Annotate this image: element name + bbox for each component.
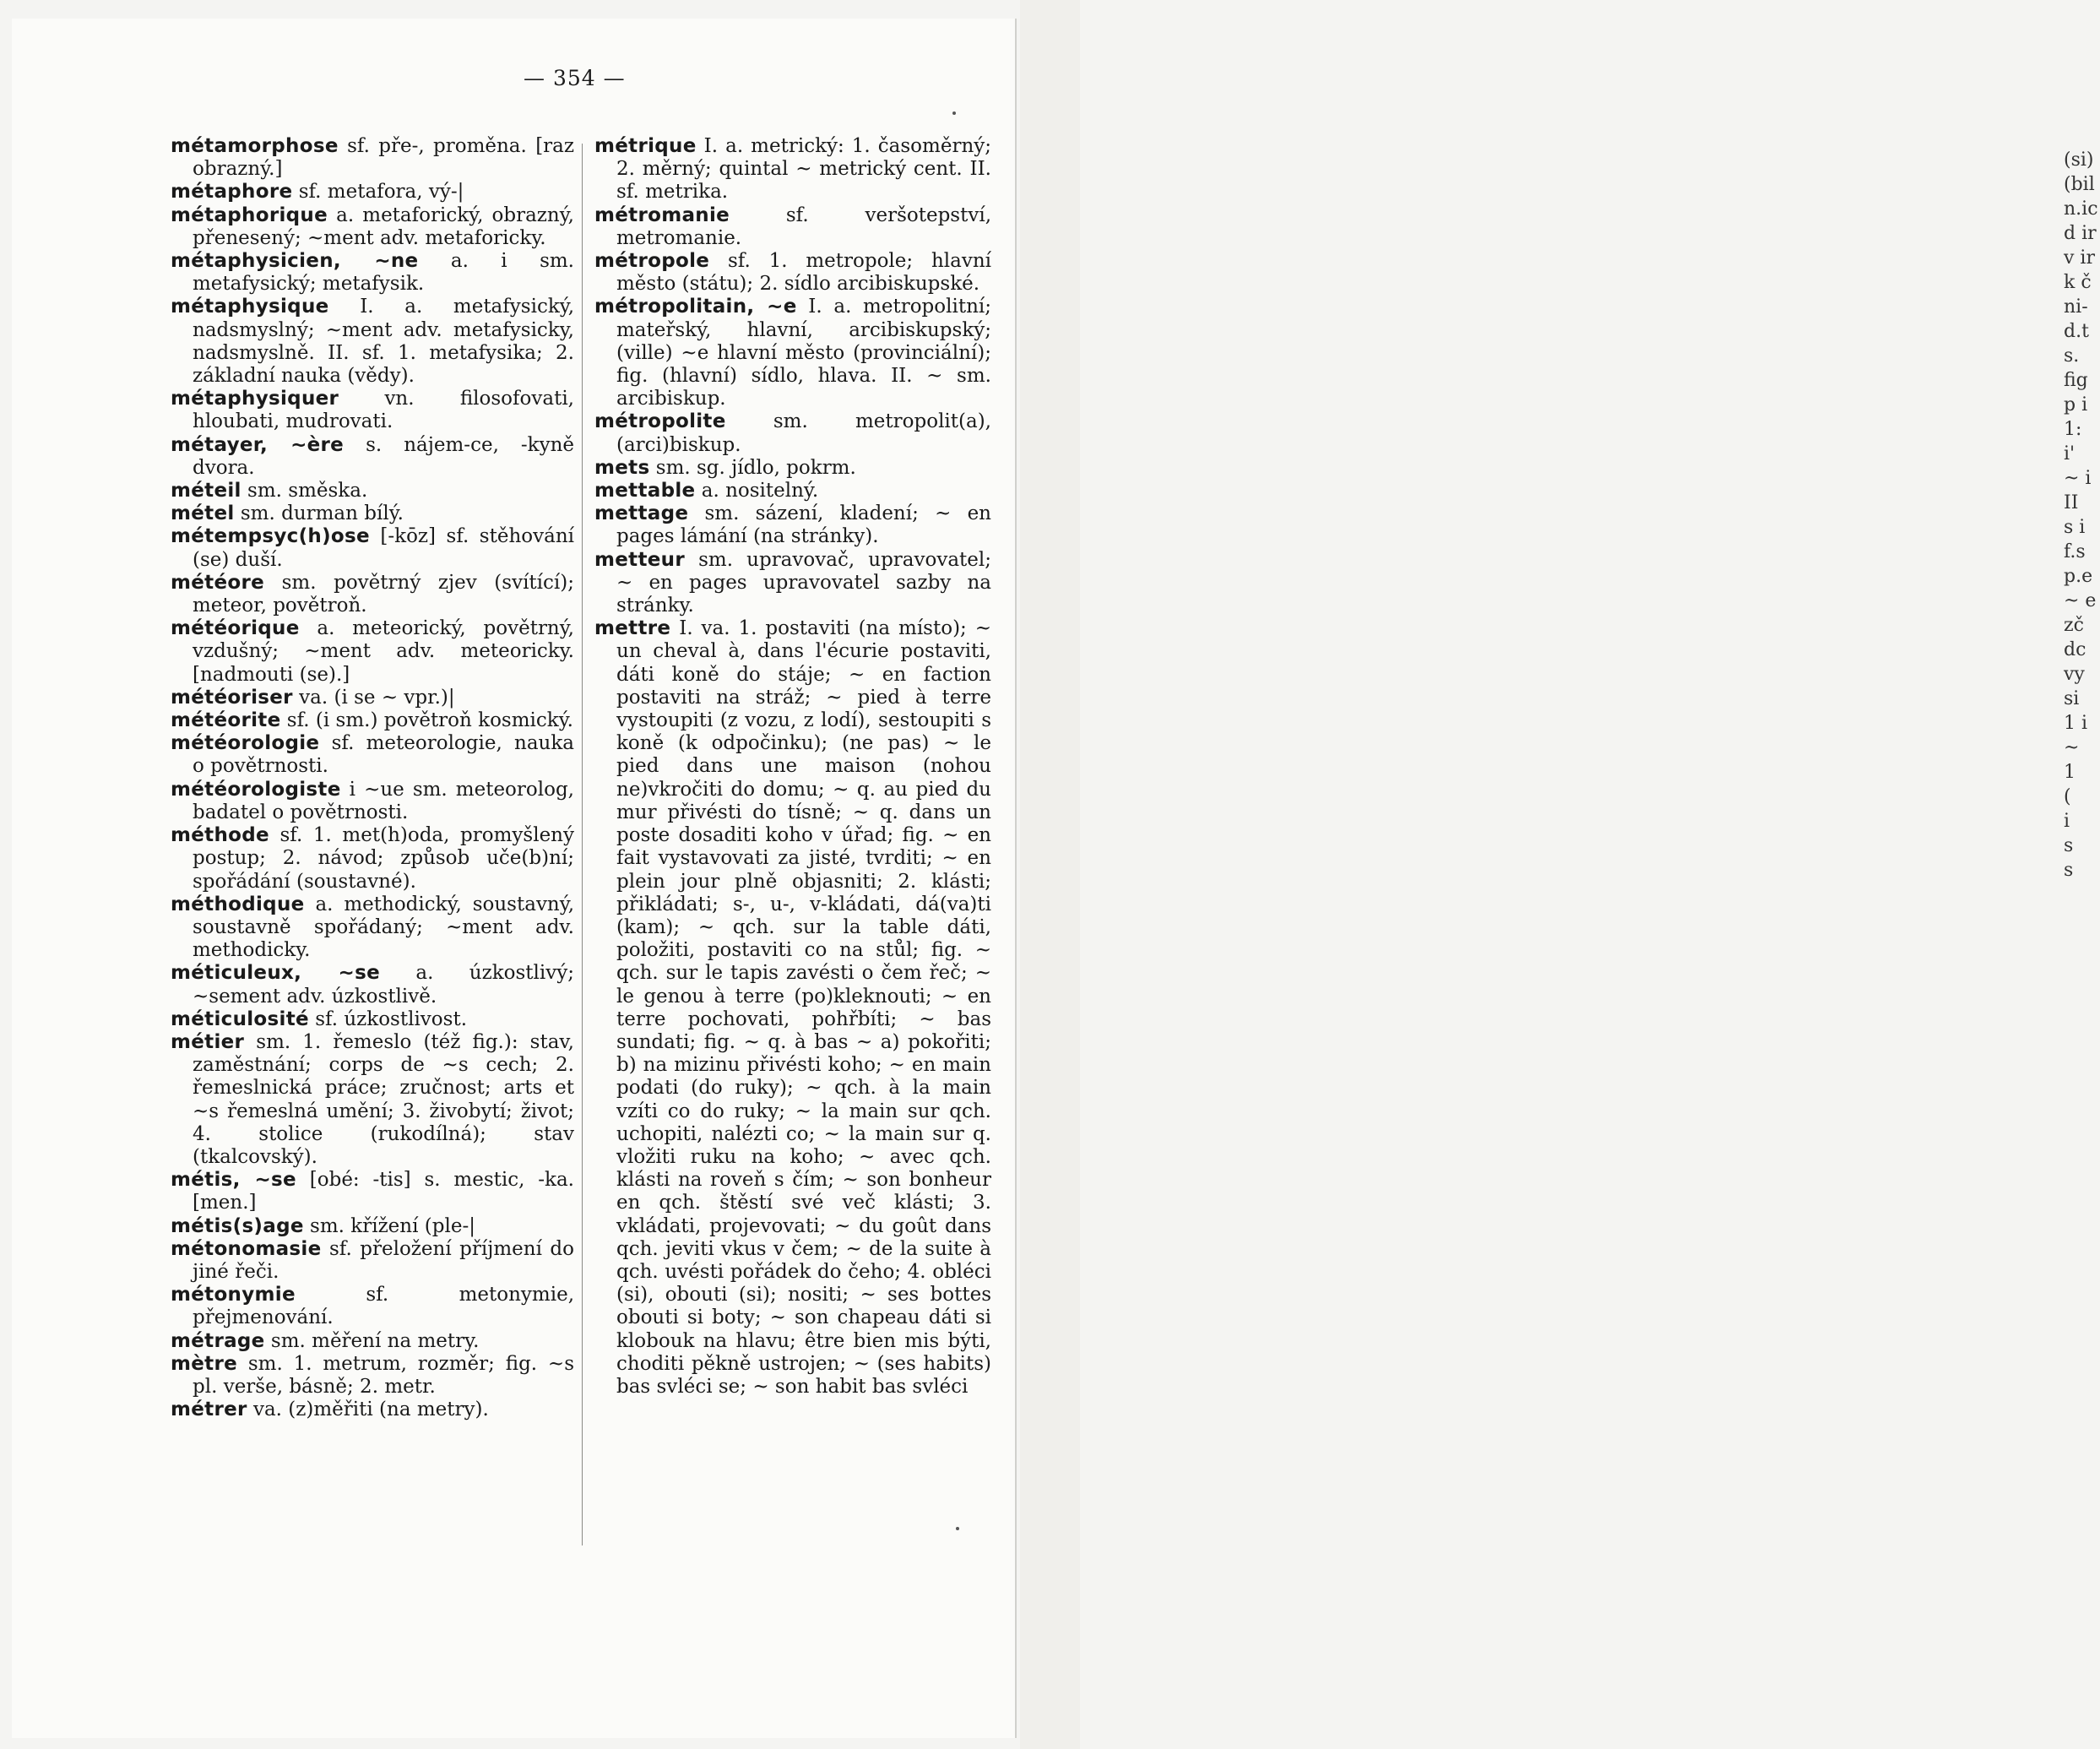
dictionary-entry [171,502,574,525]
entry-headword: métayer, ~ère [171,433,345,456]
entry-definition: sm. upravovač, upravovatel; ~ en pages upravovatel sazby na stránky. [616,548,992,617]
bleed-fragment: si [2064,688,2080,709]
dictionary-entry [594,457,991,480]
entry-definition: sf. přeložení příjmení do jiné řeči. [193,1237,575,1283]
bleed-fragment: s [2064,835,2074,856]
entry-headword: météorologie [171,732,320,755]
entry-headword: métamorphose [171,135,339,157]
dictionary-entry [171,709,574,732]
entry-definition: sf. (i sm.) povětroň kosmický. [286,709,573,732]
bleed-fragment: zč [2064,615,2084,636]
entry-definition: sm. 1. metrum, rozměr; fig. ~s pl. verše, básně; 2. metr. [193,1352,574,1398]
dictionary-entry [171,1238,574,1284]
adjacent-page-bleed-text [2064,148,2100,883]
entry-headword: météorologiste [171,778,341,801]
entry-headword: méteil [171,480,241,502]
dictionary-entry [171,135,574,181]
dictionary-entry [594,480,991,502]
bleed-fragment: s i [2064,517,2086,538]
entry-definition: a. úzkostlivý; ~sement adv. úzkostlivě. [193,962,574,1008]
dictionary-entry [171,250,574,296]
entry-headword: métaphysique [171,296,329,318]
entry-definition: sm. sg. jídlo, pokrm. [655,456,856,479]
bleed-fragment: ( [2064,786,2071,807]
entry-headword: mettre [594,617,671,640]
dictionary-entry [171,204,574,250]
dictionary-entry [171,687,574,709]
entry-definition: a. nositelný. [701,480,819,502]
entry-headword: métrique [594,135,697,157]
dictionary-entry [171,434,574,480]
dictionary-entry [171,779,574,824]
bleed-fragment: d ir [2064,223,2097,244]
bleed-fragment: ~ i [2064,468,2092,489]
entry-headword: métaphysicien, ~ne [171,250,419,273]
entry-definition: sm. 1. řemeslo (též fig.): stav, zaměstnání; corps de ~s cech; 2. řemeslnická práce; zručnost; arts et ~s řemeslná umění; 3. živobytí; život; 4. stolice (rukodílná); stav (tkalcovský). [193,1030,574,1168]
entry-definition: sf. pře-, proměna. [raz obrazný.] [193,135,574,181]
bleed-fragment: ~ e [2064,590,2097,611]
entry-definition: I. a. metrický: 1. časoměrný; 2. měrný; quintal ~ metrický cent. II. sf. metrika. [616,135,991,204]
dictionary-entry [171,732,574,778]
entry-definition: sm. křížení (ple-| [310,1214,475,1237]
entry-definition: sm. měření na metry. [270,1329,480,1352]
bleed-fragment: vy [2064,664,2085,685]
dictionary-entry [171,1169,574,1214]
dictionary-entry [171,1008,574,1031]
entry-definition: a. i sm. metafysický; metafysik. [193,250,574,296]
dictionary-entry [171,181,574,204]
entry-definition: vn. filosofovati, hloubati, mudrovati. [193,388,574,433]
print-speck [952,111,956,115]
dictionary-entry [594,204,991,250]
entry-headword: mettable [594,480,696,502]
dictionary-entry [171,1031,574,1169]
bleed-fragment: n.ic [2064,198,2098,220]
dictionary-entry [171,525,574,571]
entry-definition: sm. směska. [247,480,368,502]
entry-headword: métropolitain, ~e [594,296,797,318]
entry-headword: métonomasie [171,1237,322,1260]
entry-definition: sm. povětrný zjev (svítící); meteor, povětroň. [193,571,574,617]
entry-definition: [-kōz] sf. stěhování (se) duší. [193,525,575,571]
entry-definition: i ~ue sm. meteorolog, badatel o povětrnosti. [193,778,574,823]
bleed-fragment: i [2064,811,2070,832]
entry-headword: métropole [594,250,710,273]
page-number: — 354 — [524,66,626,90]
dictionary-entry [171,1399,574,1421]
dictionary-entry [171,824,574,894]
entry-headword: métier [171,1030,245,1053]
entry-definition: sf. meteorologie, nauka o povětrnosti. [193,732,574,778]
entry-definition: a. metaforický, obrazný, přenesený; ~ment adv. metaforicky. [193,204,574,249]
entry-headword: métrage [171,1329,265,1352]
entry-headword: métel [171,502,235,525]
bleed-fragment: 1 i [2064,713,2088,734]
entry-definition: [obé: -tis] s. mestic, -ka. [men.] [193,1169,574,1214]
bleed-fragment: d.t [2064,321,2089,342]
print-speck [956,1527,959,1530]
bleed-fragment: s [2064,860,2074,881]
entry-headword: métrer [171,1399,247,1421]
bleed-fragment: i' [2064,443,2076,464]
entry-definition: sf. úzkostlivost. [315,1008,468,1030]
entry-headword: mettage [594,502,689,525]
entry-headword: métromanie [594,204,730,226]
entry-definition: I. a. metafysický, nadsmyslný; ~ment adv. metafysicky, nadsmyslně. II. sf. 1. metafysika; 2. základní nauka (vědy). [193,296,575,388]
dictionary-entry [171,617,574,687]
entry-headword: métis(s)age [171,1214,304,1237]
entry-definition: sm. metropolit(a), (arci)biskup. [616,410,991,456]
entry-headword: métempsyc(h)ose [171,525,370,548]
bleed-fragment: v ir [2064,247,2095,269]
entry-headword: métis, ~se [171,1169,296,1192]
entry-headword: métaphore [171,181,293,204]
dictionary-entry [171,388,574,433]
dictionary-entry [171,894,574,963]
entry-headword: mets [594,456,650,479]
entry-headword: méticulosité [171,1008,309,1030]
bleed-fragment: dc [2064,639,2086,660]
entry-definition: sf. metafora, vý-| [298,181,464,204]
entry-definition: sf. 1. metropole; hlavní město (státu); 2. sídlo arcibiskupské. [616,250,991,296]
bleed-fragment: (si) [2064,149,2094,171]
dictionary-entry [171,1330,574,1353]
entry-definition: sf. metonymie, přejmenování. [193,1284,574,1329]
bleed-fragment: s. [2064,345,2080,367]
bleed-fragment: p i [2064,394,2088,416]
entry-headword: méthodique [171,893,305,915]
entry-definition: I. va. 1. postaviti (na místo); ~ un cheval à, dans l'écurie postaviti, dáti koně do stáje; ~ en faction postaviti na stráž; ~ pied à terre vystoupiti (z vozu, z lodí), sestoupiti s koně (k odpočinku); (ne pas) ~ le pied dans une maison (nohou ne)vkročiti do domu; ~ q. au pied du mur přivésti do tísně; ~ q. dans un poste dosaditi koho v úřad; fig. ~ en fait vystavovati za jisté, tvrditi; ~ en plein jour plně objasniti; 2. klásti; přikládati; s-, u-, v-kládati, dá(va)ti (kam); ~ qch. sur la table dáti, položiti, postaviti co na stůl; fig. ~ qch. sur le tapis zavésti o čem řeč; ~ le genou à terre (po)kleknouti; ~ en terre pochovati, pohřbíti; ~ bas sundati; fig. ~ q. à bas ~ a) pokořiti; b) na mizinu přivésti koho; ~ en main podati (do ruky); ~ qch. à la main vzíti co do ruky; ~ la main sur qch. uchopiti, nalézti co; ~ la main sur q. vložiti ruku na koho; ~ avec qch. klásti na roveň s čím; ~ son bonheur en qch. štěstí své več klásti; 3. vkládati, projevovati; ~ du goût dans qch. jeviti vkus v čem; ~ de la suite à qch. uvésti pořádek do čeho; 4. obléci (si), obouti (si); nositi; ~ ses bottes obouti si boty; ~ son chapeau dáti si klobouk na hlavu; être bien mis býti, choditi pěkně ustrojen; ~ (ses habits) bas svléci se; ~ son habit bas svléci [616,617,991,1398]
entry-headword: météorique [171,617,300,640]
entry-definition: I. a. metropolitní; mateřský, hlavní, arcibiskupský; (ville) ~e hlavní město (provinciální); fig. (hlavní) sídlo, hlava. II. ~ sm. arcibiskup. [616,296,991,410]
entry-headword: météoriser [171,686,293,709]
dictionary-entry [171,962,574,1008]
entry-headword: méthode [171,824,269,847]
dictionary-entry [171,480,574,502]
left-column [171,135,574,1421]
dictionary-entry [594,135,991,204]
bleed-fragment: II [2064,492,2079,513]
entry-definition: s. nájem-ce, -kyně dvora. [193,433,575,479]
dictionary-entry [171,1215,574,1238]
dictionary-entry [594,296,991,410]
entry-definition: a. methodický, soustavný, soustavně spořádaný; ~ment adv. methodicky. [193,893,574,962]
bleed-fragment: ni- [2064,296,2088,318]
bleed-fragment: 1 [2064,762,2076,783]
entry-headword: méticuleux, ~se [171,962,381,985]
adjacent-page-gutter [1020,0,2098,1749]
entry-headword: métaphorique [171,204,328,226]
entry-headword: métonymie [171,1284,296,1306]
entry-definition: a. meteorický, povětrný, vzdušný; ~ment adv. meteoricky. [nadmouti (se).] [193,617,574,686]
right-column [594,135,991,1399]
dictionary-entry [171,1284,574,1329]
dictionary-entry [594,250,991,296]
bleed-fragment: ~ [2064,737,2080,758]
bleed-fragment: fig [2064,370,2088,391]
bleed-fragment: f.s [2064,541,2086,562]
dictionary-entry [594,617,991,1399]
entry-headword: météorite [171,709,281,732]
entry-definition: va. (i se ~ vpr.)| [299,686,455,709]
dictionary-entry [171,572,574,617]
dictionary-entry [594,502,991,548]
dictionary-entry [594,549,991,618]
entry-definition: sf. veršotepství, metromanie. [616,204,992,249]
dictionary-entry [171,1353,574,1399]
bleed-fragment: p.e [2064,566,2093,587]
entry-headword: météore [171,571,265,594]
bleed-fragment: 1: [2064,419,2082,440]
bleed-fragment: k č [2064,272,2092,293]
entry-headword: métaphysiquer [171,388,339,410]
entry-definition: sf. 1. met(h)oda, promyšlený postup; 2. návod; způsob uče(b)ní; spořádání (soustavné). [193,824,574,893]
entry-headword: metteur [594,548,685,571]
entry-definition: va. (z)měřiti (na metry). [252,1399,489,1421]
column-divider [582,144,583,1545]
entry-headword: métropolite [594,410,726,433]
bleed-fragment: (bil [2064,174,2095,195]
entry-definition: sm. durman bílý. [240,502,404,525]
entry-headword: mètre [171,1352,238,1375]
dictionary-entry [171,296,574,388]
dictionary-entry [594,410,991,456]
entry-definition: sm. sázení, kladení; ~ en pages lámání (na stránky). [616,502,991,548]
